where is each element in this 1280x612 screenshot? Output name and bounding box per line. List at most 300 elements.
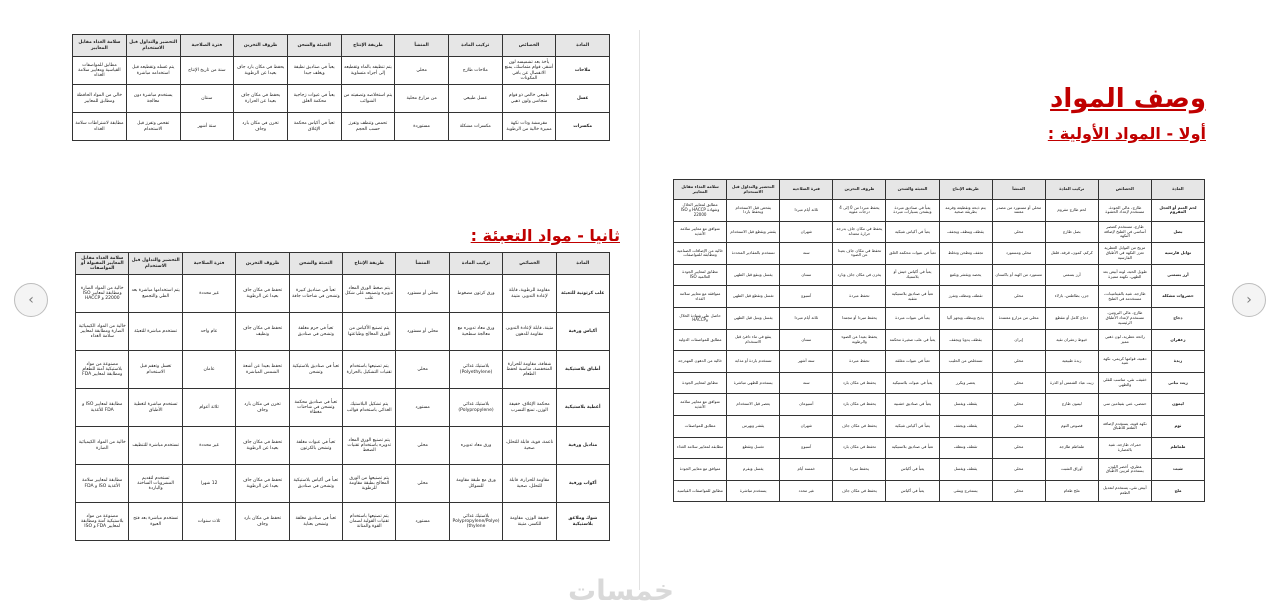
table-cell: عسل طبيعي <box>448 85 502 113</box>
material-name-cell: ملاحات <box>556 57 610 85</box>
table-cell: يحفظ في مكان بارد <box>833 372 886 394</box>
table-cell: يحفظ في مكان جاف <box>833 480 886 502</box>
table-cell: تعبأ في صناديق مغلفة وتشحن بعناية <box>289 503 342 541</box>
table-cell: بصل طازج <box>1045 221 1098 243</box>
column-header: سلامة الغذاء مقابل المعايير المقبولة أو المواصفات <box>76 253 129 275</box>
table-cell: ورق معاد تدويره <box>449 427 502 465</box>
table-cell: خفيفة الوزن، مقاومة للكسر، متينة <box>503 503 556 541</box>
table-cell: يتم تصنيعها من الورق المعالج بطبقة مقاومة للرطوبة <box>343 465 396 503</box>
table-cell: محلي <box>396 351 449 389</box>
table-cell: تحفظ في مكان جاف بعيدا عن الرطوبة <box>236 427 289 465</box>
table-cell: يحفظ في مكان جاف بدرجة حرارة معتدلة <box>833 221 886 243</box>
table-row <box>674 351 1205 373</box>
table-cell: يعبأ في عبوات بلاستيكية <box>886 372 939 394</box>
table-cell: ثلاثة أعوام <box>182 389 235 427</box>
table-cell: مطابق لمعايير الجودة العالمية ISO <box>674 264 727 286</box>
raw-materials-table <box>673 179 1205 502</box>
table-cell: لحم طازج مفروم <box>1045 200 1098 222</box>
table-cell: زيت عباد الشمس أو الذرة <box>1045 372 1098 394</box>
table-cell: خفيف، نقي، مناسب للقلي والطهي <box>1098 372 1151 394</box>
table-row <box>76 275 610 313</box>
table-cell: خالية من الإضافات الصناعية ومطابقة للمواصفات <box>674 243 727 265</box>
table-cell: يغسل ويفرم <box>727 459 780 481</box>
column-header: الخصائص <box>503 253 556 275</box>
table-cell: تعبأ في أكياس بلاستيكية وتشحن في صناديق <box>289 465 342 503</box>
material-name-cell: عسل <box>556 85 610 113</box>
table-cell: مطابق للمواصفات القياسية <box>674 480 727 502</box>
table-cell: عطري، أخضر اللون، يستخدم لتزيين الأطباق <box>1098 459 1151 481</box>
table-cell: يقشر ويقطع قبل الاستخدام <box>727 221 780 243</box>
table-cell: يقطف وينظف ويجفف <box>939 221 992 243</box>
table-cell: حاصل على شهادة الحلال وHACCP <box>674 307 727 329</box>
material-name-cell: ملح <box>1151 480 1204 502</box>
table-cell: ثلاثة أيام مبردا <box>780 307 833 329</box>
column-header: فترة الصلاحية <box>182 253 235 275</box>
table-cell: مقاومة للرطوبة، قابلة لإعادة التدوير، متينة <box>503 275 556 313</box>
table-cell: زبدة طبيعية <box>1045 351 1098 373</box>
packaging-materials-table <box>75 252 610 541</box>
table-cell: كركم، كمون، قرفة، فلفل <box>1045 243 1098 265</box>
table-cell: يقطف ويغسل <box>939 459 992 481</box>
table-cell: يتم تصنيعها باستخدام تقنيات التشكيل بالحرارة <box>343 351 396 389</box>
table-cell: تعبأ في صناديق بلاستيكية مثقبة <box>886 286 939 308</box>
table-row <box>674 329 1205 351</box>
table-cell: طازج، عالي البروتين، مستخدم لإعداد الأطباق الرئيسية <box>1098 307 1151 329</box>
table-cell: يقشر ويهرس <box>727 415 780 437</box>
column-header: الخصائص <box>1098 180 1151 200</box>
table-cell: تعبأ في حزم مغلفة وتشحن في صناديق <box>289 313 342 351</box>
table-cell: يقطف ويجفف <box>939 415 992 437</box>
material-name-cell: مناديل ورقية <box>556 427 609 465</box>
table-row <box>76 389 610 427</box>
table-cell: يقطف ويغسل <box>939 394 992 416</box>
table-cell: ستة أشهر <box>780 351 833 373</box>
table-cell: مزيج من التوابل العطرية تعزز النكهة في الأطباق الفارسية <box>1098 243 1151 265</box>
table-cell: محلي ومستورد <box>992 243 1045 265</box>
column-header: فترة الصلاحية <box>180 35 234 57</box>
table-cell: تعبأ في عبوات مغلفة وتشحن بالكرتون <box>289 427 342 465</box>
table-row <box>674 480 1205 502</box>
table-cell: دهنية، قوامها كريمي، نكهة غنية <box>1098 351 1151 373</box>
table-cell: محلي <box>992 459 1045 481</box>
table-cell: يتم تشكيل البلاستيك الغذائي باستخدام قوالب <box>343 389 396 427</box>
table-row <box>674 394 1205 416</box>
material-name-cell: علب كرتونية للتعبئة <box>556 275 609 313</box>
table-cell: يستخدم للطهي مباشرة <box>727 372 780 394</box>
table-row <box>674 243 1205 265</box>
table-cell: عامان <box>182 351 235 389</box>
material-name-cell: زبدة <box>1151 351 1204 373</box>
table-cell: يحفظ مبردا <box>833 459 886 481</box>
table-cell: سنة <box>780 243 833 265</box>
table-cell: خالية من المواد الكيميائية الضارة <box>76 427 129 465</box>
table-cell: مكسرات مشكلة <box>448 113 502 141</box>
table-cell: يعصر قبل الاستخدام <box>727 394 780 416</box>
table-cell: يعبأ في علب صغيرة محكمة <box>886 329 939 351</box>
chevron-right-icon: › <box>1246 292 1252 308</box>
table-cell: يحفظ في مكان بارد جاف بعيدا عن الرطوبة <box>234 57 288 85</box>
table-cell: أسبوع <box>780 286 833 308</box>
table-cell: مطابقة لمعايير سلامة الغذاء <box>674 437 727 459</box>
table-cell: غير محددة <box>182 427 235 465</box>
column-header: المنشأ <box>992 180 1045 200</box>
table-cell: يغسل وينقع قبل الطهي <box>727 264 780 286</box>
table-row <box>76 427 610 465</box>
column-header: المنشأ <box>396 253 449 275</box>
table-row <box>76 351 610 389</box>
column-header: تركيب المادة <box>1045 180 1098 200</box>
material-name-cell: أغطية بلاستيكية <box>556 389 609 427</box>
table-cell: يغسل ويتبل قبل الطهي <box>727 307 780 329</box>
top-materials-table <box>72 34 610 141</box>
table-cell: تحفظ مبردة <box>833 351 886 373</box>
table-cell: تحفظ في مكان بارد وجاف <box>236 503 289 541</box>
material-name-cell: لحم الغنم أو العجل المفروم <box>1151 200 1204 222</box>
table-cell: مقرمشة وذات نكهة مميزة خالية من الرطوبة <box>502 113 556 141</box>
table-cell: تحفظ في مكان جاف ونظيف <box>236 313 289 351</box>
table-cell: تستخدم باردة أو مذابة <box>727 351 780 373</box>
table-cell: محلي <box>396 465 449 503</box>
table-cell: تحفظ في مكان بارد <box>833 437 886 459</box>
table-cell: ورق معاد تدويره مع معالجة سطحية <box>449 313 502 351</box>
table-cell: خالية من المواد الضارة ومطابقة لمعايير ISO 22000 و HACCP <box>76 275 129 313</box>
column-header: المنشأ <box>395 35 449 57</box>
table-cell: أسبوع <box>780 437 833 459</box>
table-cell: تعبأ في عبوات محكمة الغلق <box>886 243 939 265</box>
table-cell: يتم تنظيفه بالماء وتقطيعه إلى أجزاء متساوية <box>341 57 395 85</box>
column-header: الخصائص <box>502 35 556 57</box>
table-cell: ستة أشهر <box>180 113 234 141</box>
table-row <box>674 264 1205 286</box>
table-cell: محلي <box>992 415 1045 437</box>
table-cell: يعبأ في صناديق مبردة ويشحن بسيارات مبردة <box>886 200 939 222</box>
table-cell: سنتان <box>180 85 234 113</box>
table-cell: يعصر ويكرر <box>939 372 992 394</box>
table-cell: مستوردة <box>395 113 449 141</box>
column-header: ظروف التخزين <box>236 253 289 275</box>
column-header: المادة <box>1151 180 1204 200</box>
material-name-cell: أكواب ورقية <box>556 465 609 503</box>
table-row <box>674 459 1205 481</box>
table-cell: تستخدم مباشرة بعد فتح العبوة <box>129 503 182 541</box>
table-cell: متينة، قابلة لإعادة التدوير، مقاومة للدهون <box>503 313 556 351</box>
table-cell: تحفظ في مكان جاف بعيدا عن الرطوبة <box>236 465 289 503</box>
table-cell: تستخدم بالمقادير المحددة <box>727 243 780 265</box>
table-cell: أوراق الشبت <box>1045 459 1098 481</box>
table-cell: يتم استخدامها مباشرة بعد الطي والتجميع <box>129 275 182 313</box>
material-name-cell: أطباق بلاستيكية <box>556 351 609 389</box>
table-cell: تستخدم لتقديم المشروبات الساخنة والباردة <box>129 465 182 503</box>
table-cell: يحفظ مبردا أو مجمدا <box>833 307 886 329</box>
table-cell: خالية من الدهون المهدرجة <box>674 351 727 373</box>
previous-page-button[interactable] <box>14 283 48 317</box>
table-row <box>76 313 610 351</box>
table-cell: تعبأ في صناديق بلاستيكية <box>886 437 939 459</box>
table-cell: ملاحات طازج <box>448 57 502 85</box>
column-header: سلامة الغذاء مقابل المعايير <box>73 35 127 57</box>
table-cell: يعبأ في أكياس خيش أو بلاستيك <box>886 264 939 286</box>
table-cell: مصنوعة من مواد بلاستيكية آمنة ومطابقة لمعايير FDA و ISO <box>76 503 129 541</box>
table-cell: يعبأ في أكياس شبكية <box>886 415 939 437</box>
column-header: ظروف التخزين <box>234 35 288 57</box>
table-cell: عام واحد <box>182 313 235 351</box>
table-cell: تحمص وتنظف وتفرز حسب الحجم <box>341 113 395 141</box>
table-cell: يتم استخلاصه وتصفيته من الشوائب <box>341 85 395 113</box>
table-cell: متوافق مع معايير الجودة <box>674 459 727 481</box>
table-cell: يفحص قبل الاستخدام ويحفظ باردا <box>727 200 780 222</box>
watermark-logo: خمسات <box>568 574 675 607</box>
column-header: التحضير والتداول قبل الاستخدام <box>126 35 180 57</box>
table-cell: محلي أو مستورد من مصدر معتمد <box>992 200 1045 222</box>
column-header: سلامة الغذاء مقابل المعايير <box>674 180 727 200</box>
table-cell: يتم غسله وتقطيعه قبل استخدامه مباشرة <box>126 57 180 85</box>
table-row <box>73 57 610 85</box>
packaging-materials-heading: ثانيا - مواد التعبئة : <box>470 226 620 245</box>
table-cell: خيوط زعفران نقية <box>1045 329 1098 351</box>
table-cell: من مزارع محلية <box>395 85 449 113</box>
table-cell: ناعمة، قوية، قابلة للتحلل، صحية <box>503 427 556 465</box>
table-cell: سنتان <box>780 329 833 351</box>
table-cell: سنة من تاريخ الإنتاج <box>180 57 234 85</box>
table-cell: مطابقة لمعايير ISO و FDA للأغذية <box>76 389 129 427</box>
table-cell: بلاستيك غذائي (Polypropylene/Polyethylene) <box>449 503 502 541</box>
table-cell: يقطف يدويا ويجفف <box>939 329 992 351</box>
table-row <box>674 200 1205 222</box>
column-header: التعبئة والشحن <box>886 180 939 200</box>
material-name-cell: شوك وملاعق بلاستيكية <box>556 503 609 541</box>
table-cell: يعبأ في عبوات مبردة <box>886 307 939 329</box>
table-cell: شفافة، مقاومة للحرارة المنخفضة، مناسبة لحفظ الطعام <box>503 351 556 389</box>
table-cell: تقطف وتنظف وتفرز <box>939 286 992 308</box>
table-cell: طازج، عالي الجودة، مستخدم لإعداد الحشوة <box>1098 200 1151 222</box>
table-cell: تغسل وتقطع <box>727 437 780 459</box>
table-cell: نكهة قوية، يستخدم لإضافة الطعم للأطباق <box>1098 415 1151 437</box>
table-cell: تستخدم مباشرة للتعبئة <box>129 313 182 351</box>
material-name-cell: شبت <box>1151 459 1204 481</box>
table-cell: مطابق للمواصفات الدولية <box>674 329 727 351</box>
table-cell: ثلاث سنوات <box>182 503 235 541</box>
table-cell: طبيعي خالص ذو قوام متجانس ولون ذهبي <box>502 85 556 113</box>
table-row <box>76 503 610 541</box>
table-cell: مستورد من الهند أو باكستان <box>992 264 1045 286</box>
material-name-cell: أكياس ورقية <box>556 313 609 351</box>
table-cell: يأخذ بعد تشميسه لون أشقر، قوام متماسك، يمنع الانفصال عن باقي المكونات <box>502 57 556 85</box>
table-cell: تغسل وتقطع قبل الطهي <box>727 286 780 308</box>
table-cell: يحفظ مبردا من 0 إلى 4 درجات مئوية <box>833 200 886 222</box>
table-cell: أسبوعان <box>780 394 833 416</box>
column-header: طريقة الإنتاج <box>343 253 396 275</box>
table-cell: يستخدم مباشرة <box>727 480 780 502</box>
table-cell: تعبأ في صناديق محكمة وتشحن في شاحنات مغطاة <box>289 389 342 427</box>
table-cell: ينقع في ماء دافئ قبل الاستخدام <box>727 329 780 351</box>
table-cell: يعبأ في أكياس <box>886 480 939 502</box>
table-cell: يتم تصنيع الأكياس من الورق المعالج وطباعتها <box>343 313 396 351</box>
table-row <box>674 415 1205 437</box>
table-cell: يحفظ في مكان بارد <box>833 394 886 416</box>
table-cell: خالي من المواد الحافظة ومطابق للمعايير <box>73 85 127 113</box>
table-cell: بلاستيك غذائي (Polyethylene) <box>449 351 502 389</box>
table-cell: محلي <box>992 351 1045 373</box>
table-cell: خالية من المواد الكيميائية الضارة ومطابقة لمعايير سلامة الغذاء <box>76 313 129 351</box>
material-name-cell: زعفران <box>1151 329 1204 351</box>
table-cell: بلاستيك غذائي (Polypropylene) <box>449 389 502 427</box>
table-cell: يحفظ في مكان جاف بعيدا عن الحرارة <box>234 85 288 113</box>
column-header: التعبئة والشحن <box>289 253 342 275</box>
table-cell: ملح طعام <box>1045 480 1098 502</box>
table-cell: تخزن في مكان بارد وجاف <box>236 389 289 427</box>
table-cell: ثلاثة أيام مبردا <box>780 200 833 222</box>
table-cell: مستورد <box>396 503 449 541</box>
table-cell: مطابقة لاشتراطات سلامة الغذاء <box>73 113 127 141</box>
table-cell: تستخدم مباشرة لتغطية الأطباق <box>129 389 182 427</box>
table-cell: محكمة الإغلاق، خفيفة الوزن، تمنع التسرب <box>503 389 556 427</box>
column-header: تركيب المادة <box>449 253 502 275</box>
table-cell: طازج، مستخدم كعنصر أساسي في الطبخ لإضافة النكهة <box>1098 221 1151 243</box>
table-cell: تفحص وتفرز قبل الاستخدام <box>126 113 180 141</box>
next-page-button[interactable] <box>1232 283 1266 317</box>
table-cell: مصنوعة من مواد بلاستيكية آمنة للطعام ومطابقة لمعايير FDA <box>76 351 129 389</box>
table-cell: ليمون طازج <box>1045 394 1098 416</box>
table-cell: يعبأ في أكياس <box>886 459 939 481</box>
table-cell: طويل الحبة، لونه أبيض بعد الطهي، نكهته مميزة <box>1098 264 1151 286</box>
table-cell: تقطف وتنظف <box>939 437 992 459</box>
table-row <box>674 221 1205 243</box>
table-cell: محلي <box>396 427 449 465</box>
table-cell: محلي أو مستورد <box>396 275 449 313</box>
material-name-cell: بصل <box>1151 221 1204 243</box>
table-cell: محلي أو مستورد <box>396 313 449 351</box>
material-name-cell: دجاج <box>1151 307 1204 329</box>
table-cell: يعبأ في صناديق خشبية <box>886 394 939 416</box>
table-cell: يستخرج وينقى <box>939 480 992 502</box>
column-header: فترة الصلاحية <box>780 180 833 200</box>
table-cell: مقاومة للحرارة، قابلة للتحلل، صحية <box>503 465 556 503</box>
table-cell: تعبأ في صناديق كبيرة وتشحن في شاحنات جافة <box>289 275 342 313</box>
table-cell: مطابق لمعايير الحلال وشهادة HACCP و ISO 22000 <box>674 200 727 222</box>
table-cell: يعبأ في صناديق نظيفة ويغلف جيدا <box>287 57 341 85</box>
table-cell: متوافق مع معايير سلامة الأغذية <box>674 221 727 243</box>
table-cell: تخزن في مكان بارد وجاف <box>234 113 288 141</box>
table-cell: شهران <box>780 415 833 437</box>
table-cell: متوافقة مع معايير سلامة الغذاء <box>674 286 727 308</box>
table-cell: تعبأ في صناديق بلاستيكية وتشحن <box>289 351 342 389</box>
table-cell: يحصد ويقشر ويلمع <box>939 264 992 286</box>
table-cell: طازجة، غنية بالفيتامينات، مستخدمة في الطبخ <box>1098 286 1151 308</box>
table-cell: فصوص الثوم <box>1045 415 1098 437</box>
table-header-row <box>73 35 610 57</box>
table-cell: ورق كرتون مضغوط <box>449 275 502 313</box>
table-cell: تجفف وتطحن وتخلط <box>939 243 992 265</box>
table-cell: تحفظ بعيدا عن أشعة الشمس المباشرة <box>236 351 289 389</box>
table-cell: تغسل وتعقم قبل الاستخدام <box>129 351 182 389</box>
book-spine <box>639 30 640 590</box>
material-name-cell: خضروات مشكلة <box>1151 286 1204 308</box>
table-cell: مطابق للمواصفات القياسية ومعايير سلامة الغذاء <box>73 57 127 85</box>
column-header: تركيب المادة <box>448 35 502 57</box>
table-cell: يتم ضغط الورق المعاد تدويره وتصنيعه على شكل علب <box>343 275 396 313</box>
table-cell: سنتان <box>780 264 833 286</box>
table-cell: يتم ذبحه وتقطيعه وفرمه بطريقة صحية <box>939 200 992 222</box>
table-header-row <box>674 180 1205 200</box>
table-cell: حمراء، طازجة، غنية بالعصارة <box>1098 437 1151 459</box>
column-header: التحضير والتداول قبل الاستخدام <box>129 253 182 275</box>
table-cell: محلي <box>992 286 1045 308</box>
table-cell: محلي من مزارع معتمدة <box>992 307 1045 329</box>
table-cell: طماطم طازجة <box>1045 437 1098 459</box>
table-cell: تعبأ في أكياس محكمة الإغلاق <box>287 113 341 141</box>
table-row <box>674 372 1205 394</box>
table-cell: يتم تصنيعها باستخدام تقنيات القولبة لضمان القوة والمتانة <box>343 503 396 541</box>
table-cell: محلي <box>992 437 1045 459</box>
table-cell: يخزن في مكان جاف وبارد <box>833 264 886 286</box>
table-cell: يحفظ بعيدا عن الضوء والرطوبة <box>833 329 886 351</box>
table-cell: يذبح وينظف ويجهز آليا <box>939 307 992 329</box>
material-name-cell: توابل فارسية <box>1151 243 1204 265</box>
column-header: طريقة الإنتاج <box>341 35 395 57</box>
table-row <box>76 465 610 503</box>
table-cell: رائحة عطرية، لون ذهبي مميز <box>1098 329 1151 351</box>
material-name-cell: أرز بسمتي <box>1151 264 1204 286</box>
table-cell: مستورد <box>396 389 449 427</box>
table-cell: مطابق للمواصفات <box>674 415 727 437</box>
table-cell: أبيض نقي، يستخدم لتعديل الطعم <box>1098 480 1151 502</box>
material-name-cell: ثوم <box>1151 415 1204 437</box>
column-header: المادة <box>556 35 610 57</box>
table-cell: يحفظ في مكان جاف <box>833 415 886 437</box>
table-cell: ورق مع طبقة مقاومة للسوائل <box>449 465 502 503</box>
table-cell: تستخلص من الحليب <box>939 351 992 373</box>
table-cell: جزر، بطاطس، بازلاء <box>1045 286 1098 308</box>
table-cell: متوافق مع معايير سلامة الأغذية <box>674 394 727 416</box>
material-name-cell: مكسرات <box>556 113 610 141</box>
column-header: التحضير والتداول قبل الاستخدام <box>727 180 780 200</box>
table-cell: مطابق لمعايير الجودة <box>674 372 727 394</box>
table-cell: تحفظ في مكان جاف بعيدا عن الضوء <box>833 243 886 265</box>
table-cell: أرز بسمتي <box>1045 264 1098 286</box>
table-cell: 12 شهرا <box>182 465 235 503</box>
table-cell: يعبأ في عبوات زجاجية محكمة الغلق <box>287 85 341 113</box>
table-cell: خمسة أيام <box>780 459 833 481</box>
table-row <box>73 113 610 141</box>
table-cell: يستخدم مباشرة دون معالجة <box>126 85 180 113</box>
table-header-row <box>76 253 610 275</box>
material-name-cell: طماطم <box>1151 437 1204 459</box>
table-cell: محلي <box>395 57 449 85</box>
raw-materials-heading: أولا - المواد الأولية : <box>1047 124 1206 143</box>
table-cell: شهران <box>780 221 833 243</box>
table-cell: محلي <box>992 372 1045 394</box>
table-row <box>73 85 610 113</box>
chevron-left-icon: ‹ <box>28 292 34 308</box>
materials-description-title: وصف المواد <box>1050 84 1206 114</box>
table-cell: غير محددة <box>182 275 235 313</box>
table-row <box>674 307 1205 329</box>
table-cell: حمضي، غني بفيتامين سي <box>1098 394 1151 416</box>
table-cell: إيران <box>992 329 1045 351</box>
column-header: التعبئة والشحن <box>287 35 341 57</box>
table-cell: دجاج كامل أو مقطع <box>1045 307 1098 329</box>
table-cell: محلي <box>992 394 1045 416</box>
column-header: المادة <box>556 253 609 275</box>
table-row <box>674 437 1205 459</box>
table-cell: تحفظ مبردة <box>833 286 886 308</box>
table-cell: تعبأ في عبوات مغلقة <box>886 351 939 373</box>
column-header: ظروف التخزين <box>833 180 886 200</box>
table-cell: مطابقة لمعايير سلامة الأغذية ISO و FDA <box>76 465 129 503</box>
table-row <box>674 286 1205 308</box>
table-cell: يعبأ في أكياس شبكية <box>886 221 939 243</box>
table-cell: غير محدد <box>780 480 833 502</box>
